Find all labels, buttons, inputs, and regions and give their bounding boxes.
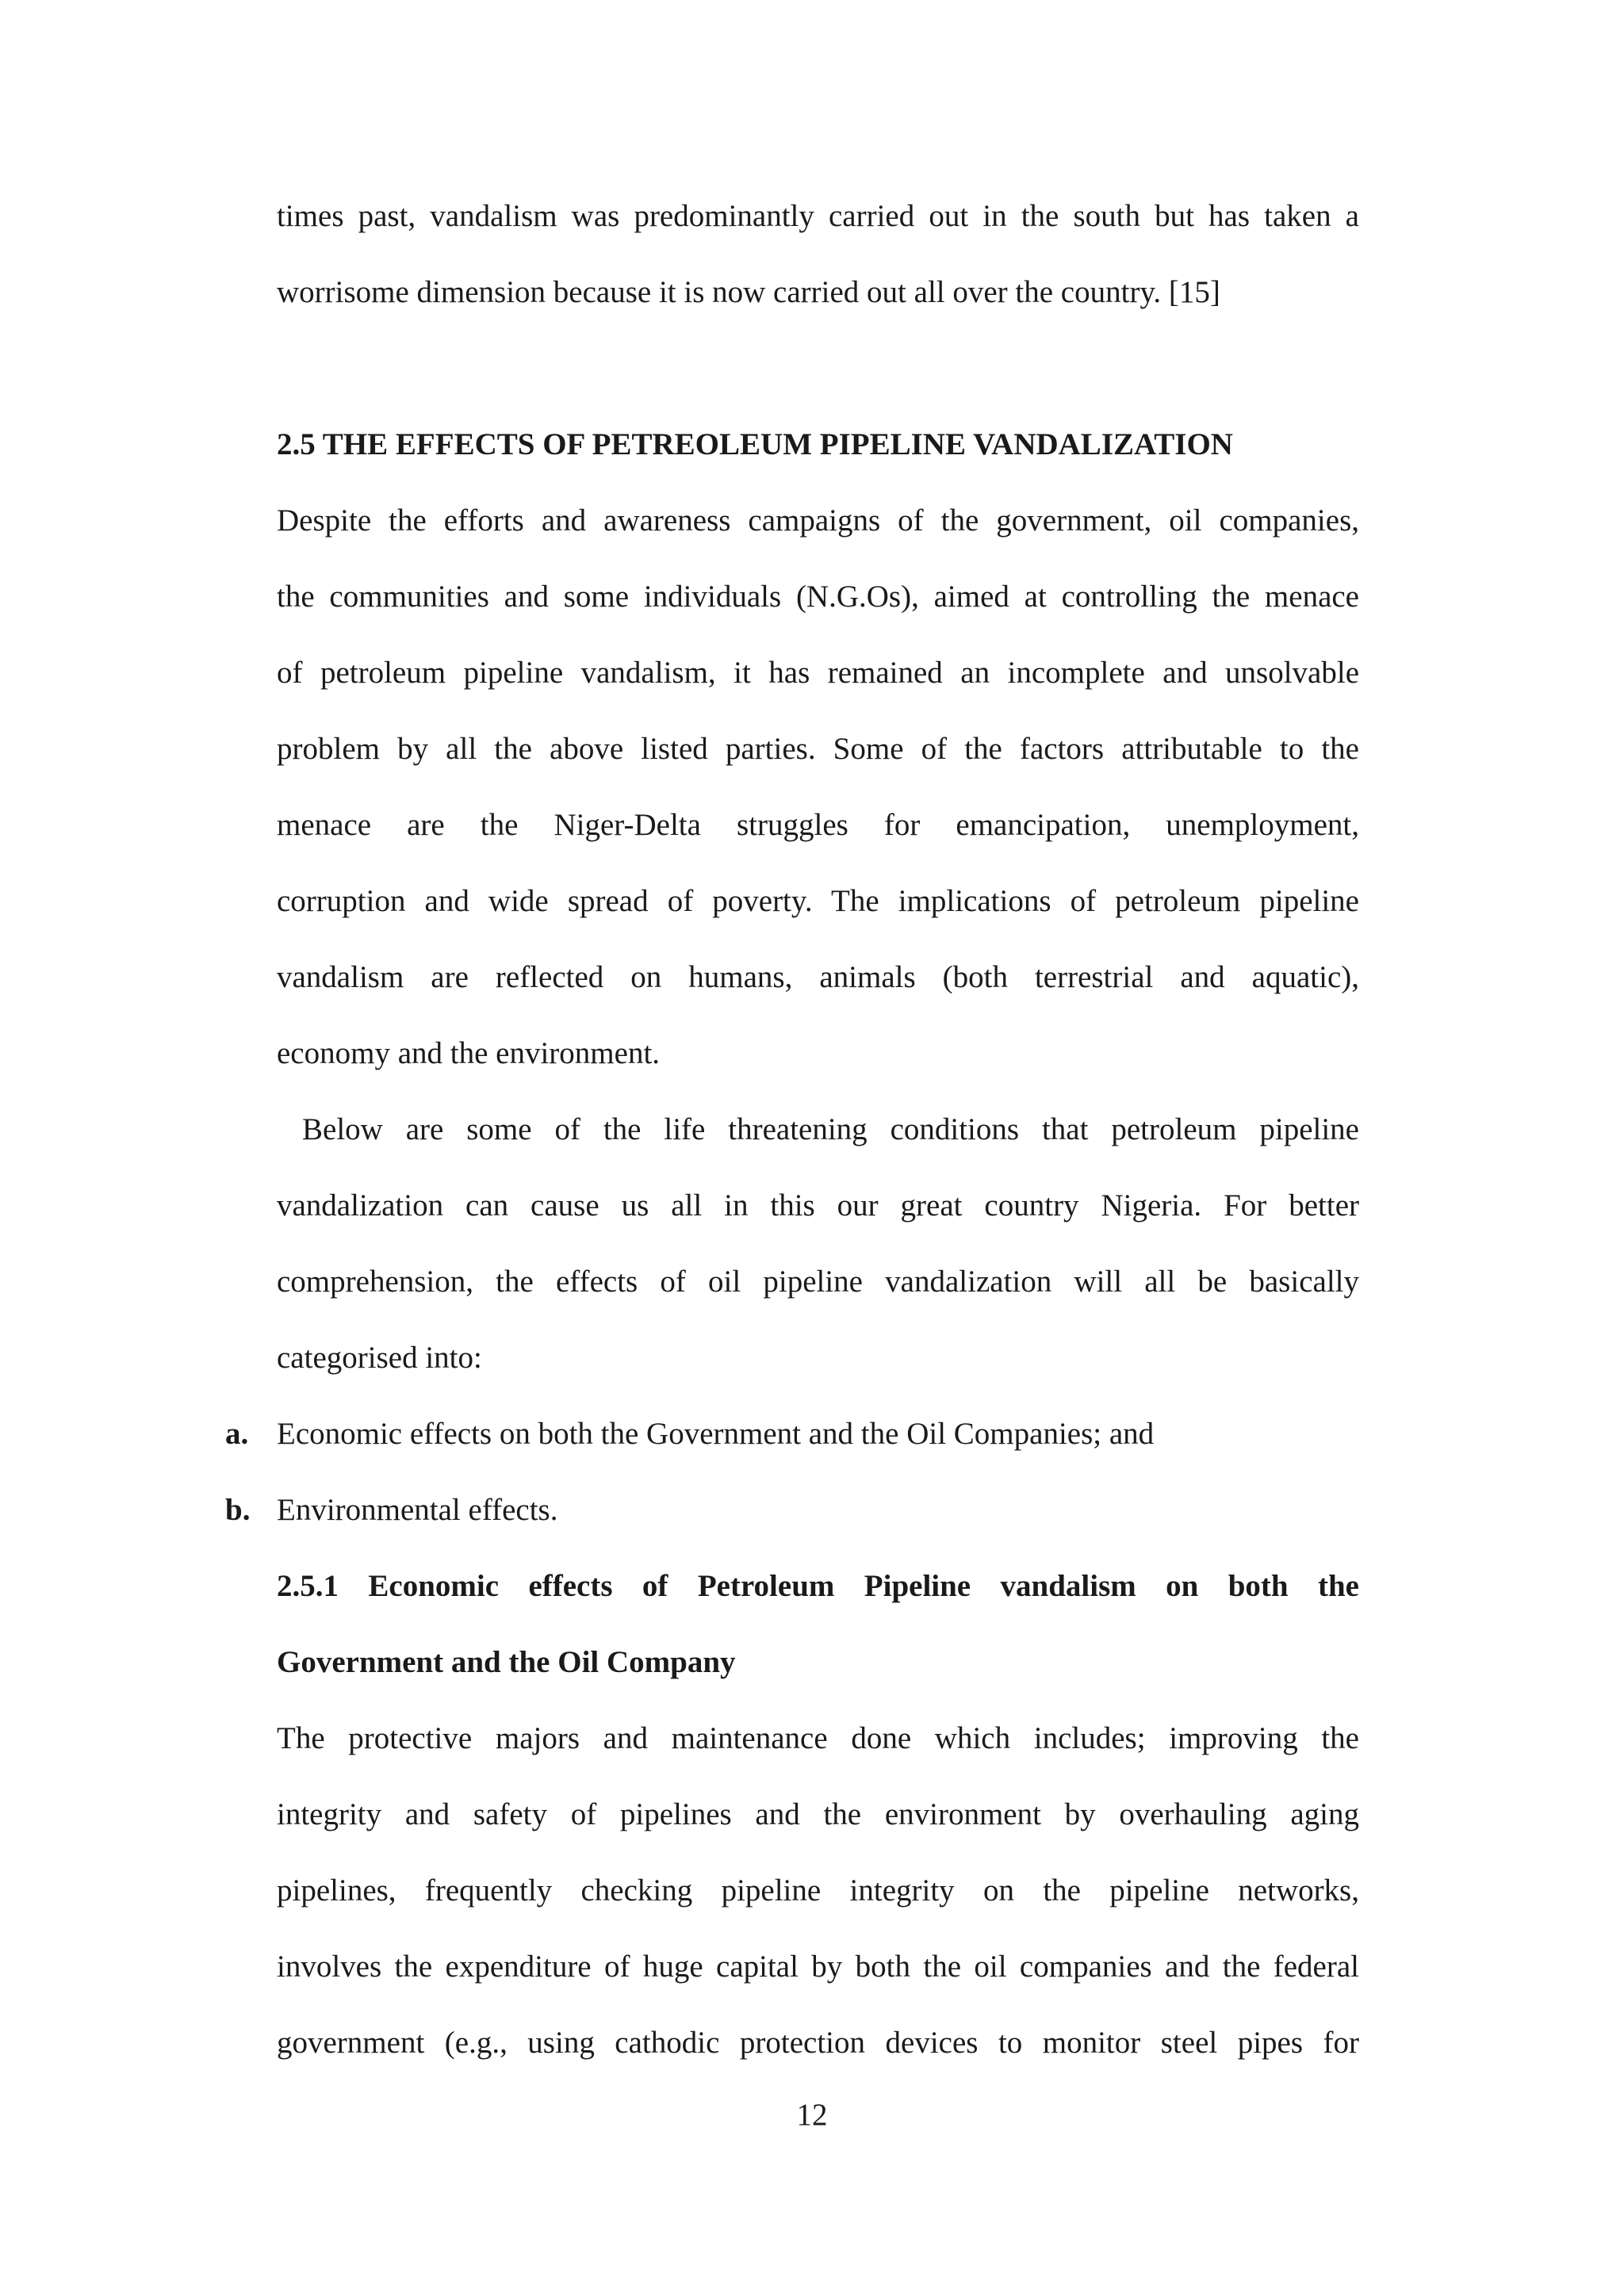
text-line: involves the expenditure of huge capital by both the oil companies and the federal [277, 1950, 1359, 1984]
list-item [225, 1472, 1359, 1548]
paragraph-1 [277, 483, 1359, 1092]
list-item-text: Economic effects on both the Government and the Oil Companies; and [277, 1417, 1155, 1451]
text-line: times past, vandalism was predominantly carried out in the south but has taken a [277, 199, 1359, 233]
text-line: menace are the Niger-Delta struggles for emancipation, unemployment, [277, 808, 1359, 842]
heading-line: 2.5.1 Economic effects of Petroleum Pipeline vandalism on both the [277, 1569, 1359, 1603]
list-item-text: Environmental effects. [277, 1493, 558, 1527]
text-line: problem by all the above listed parties. Some of the factors attributable to the [277, 732, 1359, 766]
text-line: vandalization can cause us all in this our great country Nigeria. For better [277, 1188, 1359, 1223]
text-line: integrity and safety of pipelines and the environment by overhauling aging [277, 1797, 1359, 1831]
text-line: worrisome dimension because it is now carried out all over the country. [15] [277, 275, 1220, 309]
text-line: vandalism are reflected on humans, animals (both terrestrial and aquatic), [277, 960, 1359, 994]
text-line: The protective majors and maintenance done which includes; improving the [277, 1721, 1359, 1755]
paragraph-3 [277, 1701, 1359, 2081]
intro-paragraph [277, 178, 1359, 331]
page-number: 12 [796, 2098, 828, 2132]
text-line: the communities and some individuals (N.G.Os), aimed at controlling the menace [277, 580, 1359, 614]
text-line: economy and the environment. [277, 1036, 661, 1070]
text-line: pipelines, frequently checking pipeline integrity on the pipeline networks, [277, 1873, 1359, 1908]
heading-line: Government and the Oil Company [277, 1645, 736, 1679]
list-marker: b. [225, 1493, 251, 1527]
list-item [225, 1396, 1359, 1472]
text-line: Below are some of the life threatening conditions that petroleum pipeline [302, 1112, 1359, 1146]
text-line: of petroleum pipeline vandalism, it has remained an incomplete and unsolvable [277, 656, 1359, 690]
text-line: comprehension, the effects of oil pipeline vandalization will all be basically [277, 1265, 1359, 1299]
section-heading: 2.5 THE EFFECTS OF PETREOLEUM PIPELINE VANDALIZATION [277, 427, 1233, 461]
paragraph-2 [277, 1092, 1359, 1396]
text-line: corruption and wide spread of poverty. The implications of petroleum pipeline [277, 884, 1359, 918]
subsection-heading [277, 1548, 1359, 1701]
list-marker: a. [225, 1417, 249, 1451]
text-line: categorised into: [277, 1341, 482, 1375]
text-line: Despite the efforts and awareness campaigns of the government, oil companies, [277, 503, 1359, 538]
text-line: government (e.g., using cathodic protection devices to monitor steel pipes for [277, 2026, 1359, 2060]
